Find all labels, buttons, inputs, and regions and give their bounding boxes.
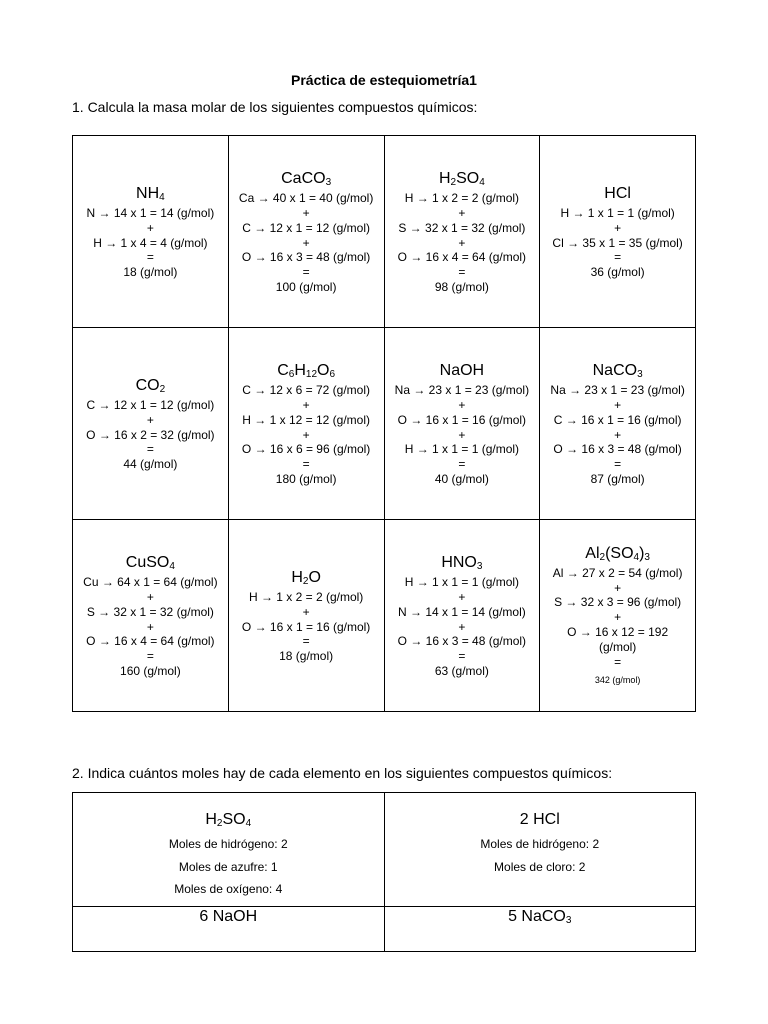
calc-line: = <box>458 457 466 472</box>
formula-subscript: 3 <box>644 551 650 563</box>
formula-text: O <box>317 362 330 380</box>
moles-table <box>72 792 696 952</box>
calc-line: + <box>614 427 622 442</box>
calc-line: 44 (g/mol) <box>123 457 178 472</box>
calc-line: + <box>146 220 154 235</box>
calc-line: O → 16 x 4 = 64 (g/mol) <box>86 634 215 649</box>
calc-line: = <box>458 649 466 664</box>
calc-line: H → 1 x 1 = 1 (g/mol) <box>404 442 520 457</box>
table-row <box>73 136 696 328</box>
calc-line: Na → 23 x 1 = 23 (g/mol) <box>550 383 685 398</box>
table-row <box>73 793 696 907</box>
calc-line: = <box>614 457 622 472</box>
formula-subscript: 4 <box>245 818 252 829</box>
table-row <box>73 907 696 952</box>
compound-calc <box>73 206 228 280</box>
formula-text: C <box>277 362 289 380</box>
moles-line: Moles de azufre: 1 <box>178 859 278 874</box>
calc-line: 87 (g/mol) <box>590 471 645 486</box>
calc-line: + <box>458 206 466 220</box>
formula-subscript: 2 <box>599 551 606 563</box>
compound-formula <box>73 375 228 397</box>
calc-line: O → 16 x 6 = 96 (g/mol) <box>241 442 371 457</box>
calc-line: = <box>146 649 154 664</box>
calc-line: + <box>458 427 466 442</box>
calc-line: + <box>146 412 154 427</box>
formula-text: CuSO <box>125 554 170 572</box>
formula-subscript: 4 <box>159 192 165 203</box>
formula-subscript: 3 <box>637 369 643 381</box>
formula-text: ) <box>639 544 645 562</box>
formula-text: (SO <box>605 544 634 562</box>
calc-line: + <box>614 398 622 412</box>
moles-line: Moles de oxígeno: 4 <box>174 882 283 896</box>
formula-text: Al <box>585 544 600 562</box>
formula-subscript: 4 <box>633 551 640 563</box>
calc-line: + <box>458 235 466 250</box>
calc-line: O → 16 x 4 = 64 (g/mol) <box>397 250 527 265</box>
moles-cell <box>384 907 696 952</box>
calc-line: (g/mol) <box>598 639 637 654</box>
formula-text: HNO <box>441 554 477 572</box>
compound-calc <box>229 383 384 487</box>
compound-calc <box>385 383 540 487</box>
compound-formula <box>73 552 228 574</box>
formula-text: SO <box>222 811 246 828</box>
formula-text: 2 HCl <box>519 811 560 828</box>
compound-calc <box>229 191 384 295</box>
calc-line: O → 16 x 1 = 16 (g/mol) <box>397 412 527 427</box>
compound-cell <box>73 136 229 328</box>
compound-calc <box>73 398 228 472</box>
molar-mass-table <box>72 135 696 712</box>
calc-line: + <box>302 604 310 619</box>
calc-line: 36 (g/mol) <box>590 265 645 280</box>
calc-line: N → 14 x 1 = 14 (g/mol) <box>398 604 526 619</box>
calc-line: = <box>302 265 310 280</box>
calc-line: 40 (g/mol) <box>434 471 489 486</box>
compound-calc <box>385 575 540 679</box>
calc-line: H → 1 x 4 = 4 (g/mol) <box>93 235 208 250</box>
formula-subscript: 4 <box>479 177 485 189</box>
formula-subscript: 2 <box>450 177 457 189</box>
calc-line: + <box>146 590 154 604</box>
moles-line: Moles de hidrógeno: 2 <box>480 837 600 851</box>
compound-cell <box>384 136 540 328</box>
compound-formula <box>540 183 695 205</box>
calc-line: S → 32 x 1 = 32 (g/mol) <box>86 604 214 619</box>
calc-line: + <box>302 235 310 250</box>
compound-formula <box>385 552 540 574</box>
compound-formula <box>385 810 696 830</box>
calc-line: 18 (g/mol) <box>123 265 178 280</box>
calc-line: + <box>458 398 466 412</box>
calc-line: H → 1 x 2 = 2 (g/mol) <box>404 191 520 206</box>
calc-line: S → 32 x 3 = 96 (g/mol) <box>554 595 682 610</box>
compound-formula <box>73 183 228 205</box>
calc-line: = <box>614 654 622 669</box>
calc-line: O → 16 x 12 = 192 <box>567 625 669 639</box>
calc-line: + <box>146 619 154 634</box>
calc-line: O → 16 x 3 = 48 (g/mol) <box>397 634 527 649</box>
compound-calc <box>540 566 695 688</box>
calc-line: = <box>614 250 622 265</box>
formula-text: 5 NaCO <box>508 908 566 925</box>
calc-line: Na → 23 x 1 = 23 (g/mol) <box>394 383 530 398</box>
moles-line: Moles de hidrógeno: 2 <box>168 837 288 851</box>
formula-text: SO <box>456 170 480 188</box>
formula-subscript: 2 <box>216 818 223 829</box>
compound-formula <box>229 567 384 589</box>
formula-subscript: 3 <box>476 561 483 573</box>
compound-cell <box>228 520 384 712</box>
calc-line: Cu → 64 x 1 = 64 (g/mol) <box>83 575 218 590</box>
formula-text: NaOH <box>439 362 485 380</box>
calc-line: + <box>614 220 622 235</box>
calc-line: Al → 27 x 2 = 54 (g/mol) <box>552 565 683 580</box>
calc-line: O → 16 x 3 = 48 (g/mol) <box>241 250 371 265</box>
calc-line: = <box>146 250 154 265</box>
formula-text: NH <box>136 185 160 202</box>
compound-formula <box>73 810 384 830</box>
calc-line: 63 (g/mol) <box>434 663 489 678</box>
calc-line: O → 16 x 2 = 32 (g/mol) <box>86 427 215 442</box>
calc-line: N → 14 x 1 = 14 (g/mol) <box>86 206 215 220</box>
compound-formula <box>385 907 696 927</box>
calc-line: C → 12 x 1 = 12 (g/mol) <box>86 398 215 412</box>
calc-line: + <box>614 580 622 595</box>
table-row <box>73 520 696 712</box>
formula-text: CaCO <box>281 170 326 188</box>
compound-formula <box>385 168 540 190</box>
calc-line: Cl → 35 x 1 = 35 (g/mol) <box>552 235 683 250</box>
calc-line: H → 1 x 2 = 2 (g/mol) <box>248 590 364 604</box>
calc-line: H → 1 x 12 = 12 (g/mol) <box>242 412 370 427</box>
formula-text: CO <box>135 377 160 394</box>
calc-line: O → 16 x 1 = 16 (g/mol) <box>241 619 371 634</box>
calc-line: = <box>146 442 154 457</box>
calc-line: Ca → 40 x 1 = 40 (g/mol) <box>238 191 374 206</box>
moles-line: Moles de cloro: 2 <box>494 859 586 874</box>
compound-calc <box>540 206 695 280</box>
question-2: 2. Indica cuántos moles hay de cada elemento en los siguientes compuestos químicos: <box>72 765 613 781</box>
formula-text: H <box>205 811 217 828</box>
calc-line: + <box>458 619 466 634</box>
formula-text: H <box>294 362 306 380</box>
calc-line: H → 1 x 1 = 1 (g/mol) <box>560 206 675 220</box>
calc-line: 160 (g/mol) <box>120 663 181 678</box>
formula-subscript: 6 <box>288 369 295 381</box>
calc-line: O → 16 x 3 = 48 (g/mol) <box>553 442 682 457</box>
moles-list <box>385 833 696 878</box>
compound-cell <box>540 136 696 328</box>
calc-line: + <box>458 590 466 604</box>
compound-cell <box>228 136 384 328</box>
compound-cell <box>384 328 540 520</box>
compound-formula <box>540 360 695 382</box>
calc-line: = <box>302 634 310 649</box>
formula-subscript: 6 <box>329 369 336 381</box>
moles-cell <box>384 793 696 907</box>
formula-subscript: 3 <box>565 915 572 926</box>
formula-text: O <box>308 569 321 586</box>
compound-cell <box>384 520 540 712</box>
calc-line: = <box>458 265 466 280</box>
compound-cell <box>540 520 696 712</box>
compound-cell <box>73 520 229 712</box>
compound-formula <box>73 907 384 927</box>
compound-cell <box>228 328 384 520</box>
calc-line: 342 (g/mol) <box>594 675 641 686</box>
calc-line: + <box>614 610 622 625</box>
formula-text: H <box>291 569 303 586</box>
compound-calc <box>73 575 228 679</box>
moles-list <box>73 833 384 901</box>
calc-line: 98 (g/mol) <box>434 279 489 294</box>
calc-line: 180 (g/mol) <box>275 471 337 486</box>
calc-line: S → 32 x 1 = 32 (g/mol) <box>398 220 526 235</box>
moles-cell <box>73 907 385 952</box>
page-title: Práctica de estequiometría1 <box>291 72 477 88</box>
formula-subscript: 2 <box>159 384 166 395</box>
formula-text: NaCO <box>592 362 638 380</box>
compound-formula <box>229 360 384 382</box>
calc-line: C → 12 x 1 = 12 (g/mol) <box>242 220 370 235</box>
calc-line: + <box>302 206 310 220</box>
calc-line: C → 12 x 6 = 72 (g/mol) <box>242 383 370 398</box>
calc-line: C → 16 x 1 = 16 (g/mol) <box>553 412 682 427</box>
formula-subscript: 4 <box>169 561 175 573</box>
compound-formula <box>385 360 540 382</box>
calc-line: 100 (g/mol) <box>275 279 337 294</box>
formula-text: H <box>438 170 451 188</box>
formula-subscript: 2 <box>302 576 309 587</box>
table-row <box>73 328 696 520</box>
compound-calc <box>385 191 540 295</box>
compound-cell <box>73 328 229 520</box>
formula-text: HCl <box>604 185 631 202</box>
formula-subscript: 3 <box>325 177 332 189</box>
calc-line: = <box>302 457 310 472</box>
formula-text: 6 NaOH <box>199 908 258 925</box>
compound-calc <box>540 383 695 487</box>
calc-line: 18 (g/mol) <box>279 649 334 664</box>
question-1: 1. Calcula la masa molar de los siguientes compuestos químicos: <box>72 99 478 115</box>
formula-subscript: 12 <box>305 369 318 381</box>
calc-line: + <box>302 427 310 442</box>
compound-calc <box>229 590 384 664</box>
compound-cell <box>540 328 696 520</box>
calc-line: H → 1 x 1 = 1 (g/mol) <box>404 575 520 590</box>
compound-formula <box>229 168 384 190</box>
moles-cell <box>73 793 385 907</box>
compound-formula <box>540 543 695 565</box>
calc-line: + <box>302 398 310 412</box>
